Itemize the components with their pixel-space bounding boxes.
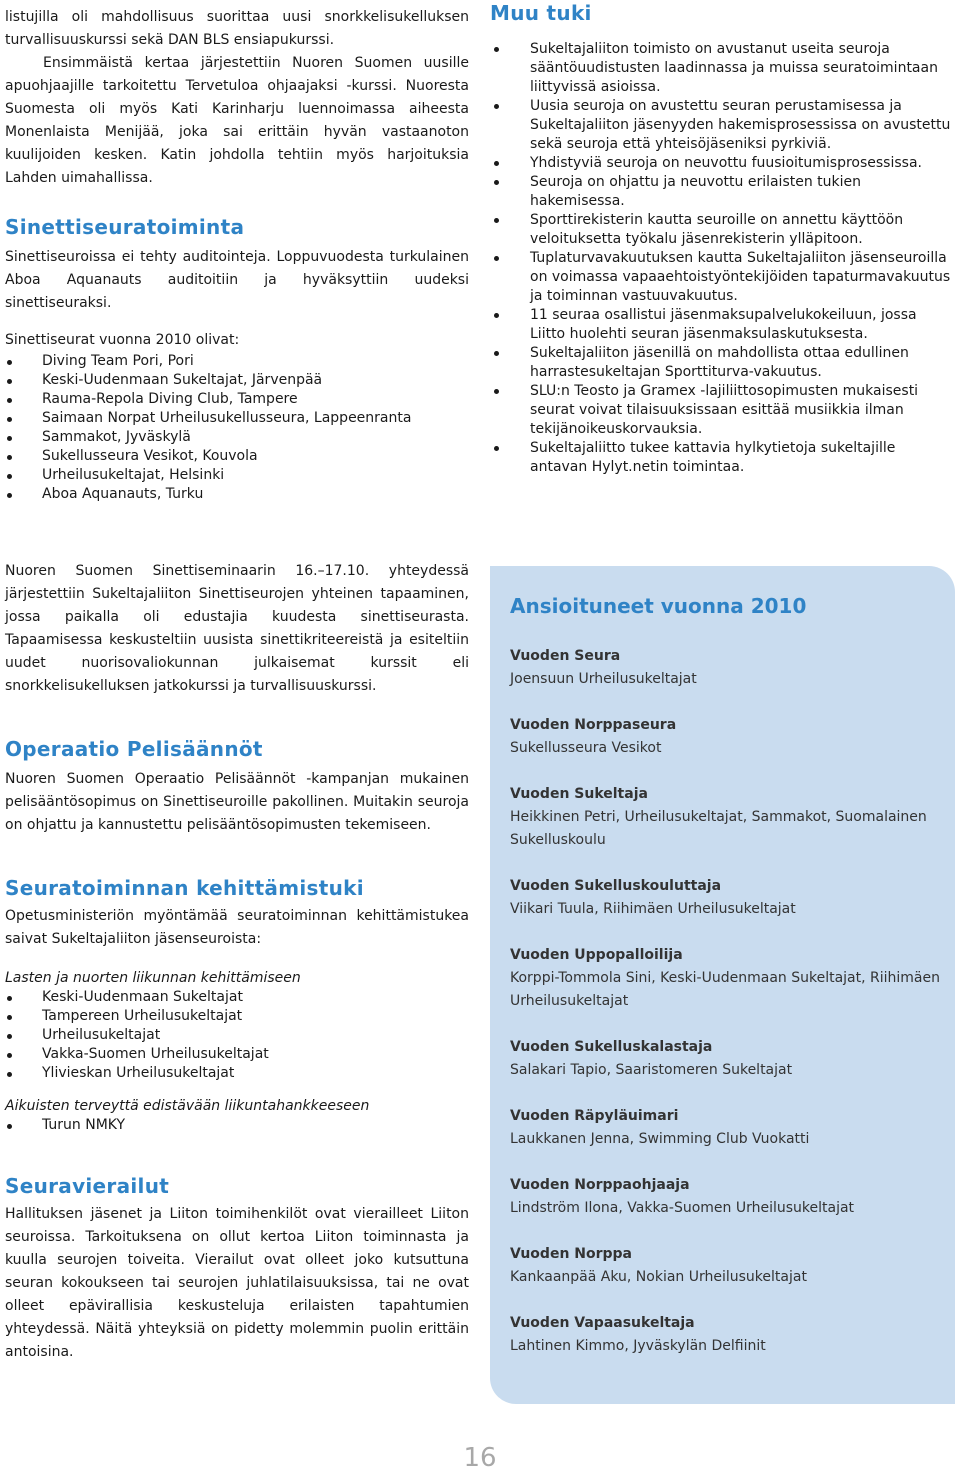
intro-paragraph-2: Ensimmäistä kertaa järjestettiin Nuoren Suomen uusille apuohjaajille tarkoitettu Tervetuloa ohjaajaksi -kurssi. Nuoresta Suomesta oli myös Kati Karinharju luennoimassa aiheesta Monenlaista Menijää, joka sai erittäin hyvän vastaanoton kuulijoiden kesken. Katin johdolla tehtiin myös harjoituksia Lahden uimahallissa.	[5, 55, 469, 186]
award-entry	[510, 1312, 940, 1358]
award-entry	[510, 1243, 940, 1289]
sinetti-heading: Sinettiseuratoiminta	[5, 215, 245, 239]
list-item: SLU:n Teosto ja Gramex -lajiliittosopimusten mukaisesti seurat voivat tilaisuuksissaan esittää musiikkia ilman tekijänoikeuskorvauksia.	[490, 382, 955, 439]
seminar-paragraph: Nuoren Suomen Sinettiseminaarin 16.–17.10. yhteydessä järjestettiin Sukeltajaliiton Sinettiseurojen yhteinen tapaaminen, jossa paikalla oli edustajia kuudesta sinettiseurasta. Tapaamisessa keskusteltiin uusista sinettikriteereistä ja esiteltiin uudet nuorisovaliokunnan julkaisemat kurssit eli snorkkelisukelluksen jatkokurssi ja turvallisuuskurssi.	[5, 563, 469, 694]
kehittamis-paragraph: Opetusministeriön myöntämää seuratoiminnan kehittämistukea saivat Sukeltajaliiton jäsenseuroista:	[5, 908, 469, 947]
award-winner: Korppi-Tommola Sini, Keski-Uudenmaan Sukeltajat, Riihimäen Urheilusukeltajat	[510, 970, 940, 1009]
award-winner: Laukkanen Jenna, Swimming Club Vuokatti	[510, 1131, 810, 1147]
list-item: Ylivieskan Urheilusukeltajat	[5, 1064, 469, 1083]
adult-label: Aikuisten terveyttä edistävään liikuntahankkeeseen	[5, 1098, 370, 1114]
list-item: Seuroja on ohjattu ja neuvottu erilaisten tukien hakemisessa.	[490, 173, 955, 211]
award-entry	[510, 1174, 940, 1220]
award-category: Vuoden Seura	[510, 648, 621, 664]
intro-paragraph: listujilla oli mahdollisuus suorittaa uusi snorkkelisukelluksen turvallisuuskurssi sekä DAN BLS ensiapukurssi.	[5, 9, 469, 48]
award-winner: Kankaanpää Aku, Nokian Urheilusukeltajat	[510, 1269, 807, 1285]
page-number: 16	[463, 1443, 497, 1473]
award-category: Vuoden Norppaseura	[510, 717, 677, 733]
list-item: Rauma-Repola Diving Club, Tampere	[5, 390, 469, 409]
list-item: 11 seuraa osallistui jäsenmaksupalvelukokeiluun, jossa Liitto huolehti seuran jäsenmaksulaskutuksesta.	[490, 306, 955, 344]
award-winner: Salakari Tapio, Saaristomeren Sukeltajat	[510, 1062, 793, 1078]
award-entry	[510, 875, 940, 921]
award-entry	[510, 1036, 940, 1082]
youth-club-list	[5, 988, 469, 1083]
awards-box-content	[510, 593, 940, 1381]
muu-tuki-heading: Muu tuki	[490, 1, 592, 25]
award-category: Vuoden Vapaasukeltaja	[510, 1315, 695, 1331]
list-item: Yhdistyviä seuroja on neuvottu fuusioitumisprosessissa.	[490, 154, 955, 173]
award-winner: Viikari Tuula, Riihimäen Urheilusukeltajat	[510, 901, 796, 917]
award-category: Vuoden Räpyläuimari	[510, 1108, 679, 1124]
list-item: Aboa Aquanauts, Turku	[5, 485, 469, 504]
list-item: Sukeltajaliiton toimisto on avustanut useita seuroja sääntöuudistusten laadinnassa ja muissa seuratoimintaan liittyvissä asioissa.	[490, 40, 955, 97]
list-item: Keski-Uudenmaan Sukeltajat, Järvenpää	[5, 371, 469, 390]
left-column-top	[5, 6, 469, 504]
list-item: Sukellusseura Vesikot, Kouvola	[5, 447, 469, 466]
sinetti-list-intro: Sinettiseurat vuonna 2010 olivat:	[5, 332, 240, 348]
vierailut-paragraph: Hallituksen jäsenet ja Liiton toimihenkilöt ovat vierailleet Liiton seuroissa. Tarkoituksena on ollut kertoa Liiton toiminnasta ja kuulla seurojen toiveita. Vierailut ovat olleet joko kutsuttuna seuran kokoukseen tai seurojen juhlatilaisuuksissa, tai ne ovat olleet epävirallisia keskusteluja erilaisten tapahtumien yhteydessä. Näitä yhteyksiä on pidetty molemmin puolin erittäin antoisina.	[5, 1206, 469, 1360]
list-item: Uusia seuroja on avustettu seuran perustamisessa ja Sukeltajaliiton jäsenyyden hakemisprosessissa on avustettu sekä seuroja että yhteisöjäseniksi pyrkiviä.	[490, 97, 955, 154]
list-item: Tampereen Urheilusukeltajat	[5, 1007, 469, 1026]
list-item: Keski-Uudenmaan Sukeltajat	[5, 988, 469, 1007]
kehittamis-heading: Seuratoiminnan kehittämistuki	[5, 876, 364, 900]
list-item: Urheilusukeltajat	[5, 1026, 469, 1045]
award-winner: Lahtinen Kimmo, Jyväskylän Delfiinit	[510, 1338, 766, 1354]
operaatio-heading: Operaatio Pelisäännöt	[5, 737, 263, 761]
operaatio-paragraph: Nuoren Suomen Operaatio Pelisäännöt -kampanjan mukainen pelisääntösopimus on Sinettiseuroille pakollinen. Muitakin seuroja on ohjattu ja kannustettu pelisääntösopimusten tekemiseen.	[5, 771, 469, 833]
right-column-top	[490, 0, 955, 477]
list-item: Tuplaturvavakuutuksen kautta Sukeltajaliiton jäsenseuroilla on voimassa vapaaehtoistyöntekijöiden tapaturmavakuutus ja toiminnan vastuuvakuutus.	[490, 249, 955, 306]
sinetti-paragraph: Sinettiseuroissa ei tehty auditointeja. Loppuvuodesta turkulainen Aboa Aquanauts auditoitiin ja hyväksyttiin uudeksi sinettiseuraksi.	[5, 249, 469, 311]
list-item: Saimaan Norpat Urheilusukellusseura, Lappeenranta	[5, 409, 469, 428]
award-entry	[510, 944, 940, 1013]
awards-list	[510, 645, 940, 1358]
award-category: Vuoden Sukeltaja	[510, 786, 648, 802]
awards-box	[490, 566, 955, 1404]
list-item: Sukeltajaliiton jäsenillä on mahdollista ottaa edullinen harrastesukeltajan Sporttiturva-vakuutus.	[490, 344, 955, 382]
award-category: Vuoden Norppa	[510, 1246, 633, 1262]
left-column-bottom	[5, 560, 469, 1364]
award-winner: Sukellusseura Vesikot	[510, 740, 662, 756]
list-item: Vakka-Suomen Urheilusukeltajat	[5, 1045, 469, 1064]
list-item: Sammakot, Jyväskylä	[5, 428, 469, 447]
list-item: Urheilusukeltajat, Helsinki	[5, 466, 469, 485]
list-item: Turun NMKY	[5, 1116, 469, 1135]
award-category: Vuoden Sukelluskouluttaja	[510, 878, 722, 894]
award-winner: Joensuun Urheilusukeltajat	[510, 671, 697, 687]
list-item: Sporttirekisterin kautta seuroille on annettu käyttöön veloituksetta työkalu jäsenrekisterin ylläpitoon.	[490, 211, 955, 249]
award-entry	[510, 714, 940, 760]
award-category: Vuoden Uppopalloilija	[510, 947, 683, 963]
award-entry	[510, 645, 940, 691]
award-category: Vuoden Sukelluskalastaja	[510, 1039, 713, 1055]
award-winner: Lindström Ilona, Vakka-Suomen Urheilusukeltajat	[510, 1200, 855, 1216]
award-category: Vuoden Norppaohjaaja	[510, 1177, 690, 1193]
awards-heading: Ansioituneet vuonna 2010	[510, 594, 807, 618]
award-winner: Heikkinen Petri, Urheilusukeltajat, Sammakot, Suomalainen Sukelluskoulu	[510, 809, 927, 848]
sinetti-club-list	[5, 352, 469, 504]
award-entry	[510, 1105, 940, 1151]
list-item: Sukeltajaliitto tukee kattavia hylkytietoja sukeltajille antavan Hylyt.netin toimintaa.	[490, 439, 955, 477]
youth-label: Lasten ja nuorten liikunnan kehittämiseen	[5, 970, 301, 986]
award-entry	[510, 783, 940, 852]
support-list	[490, 40, 955, 477]
list-item: Diving Team Pori, Pori	[5, 352, 469, 371]
adult-club-list	[5, 1116, 469, 1135]
vierailut-heading: Seuravierailut	[5, 1174, 170, 1198]
